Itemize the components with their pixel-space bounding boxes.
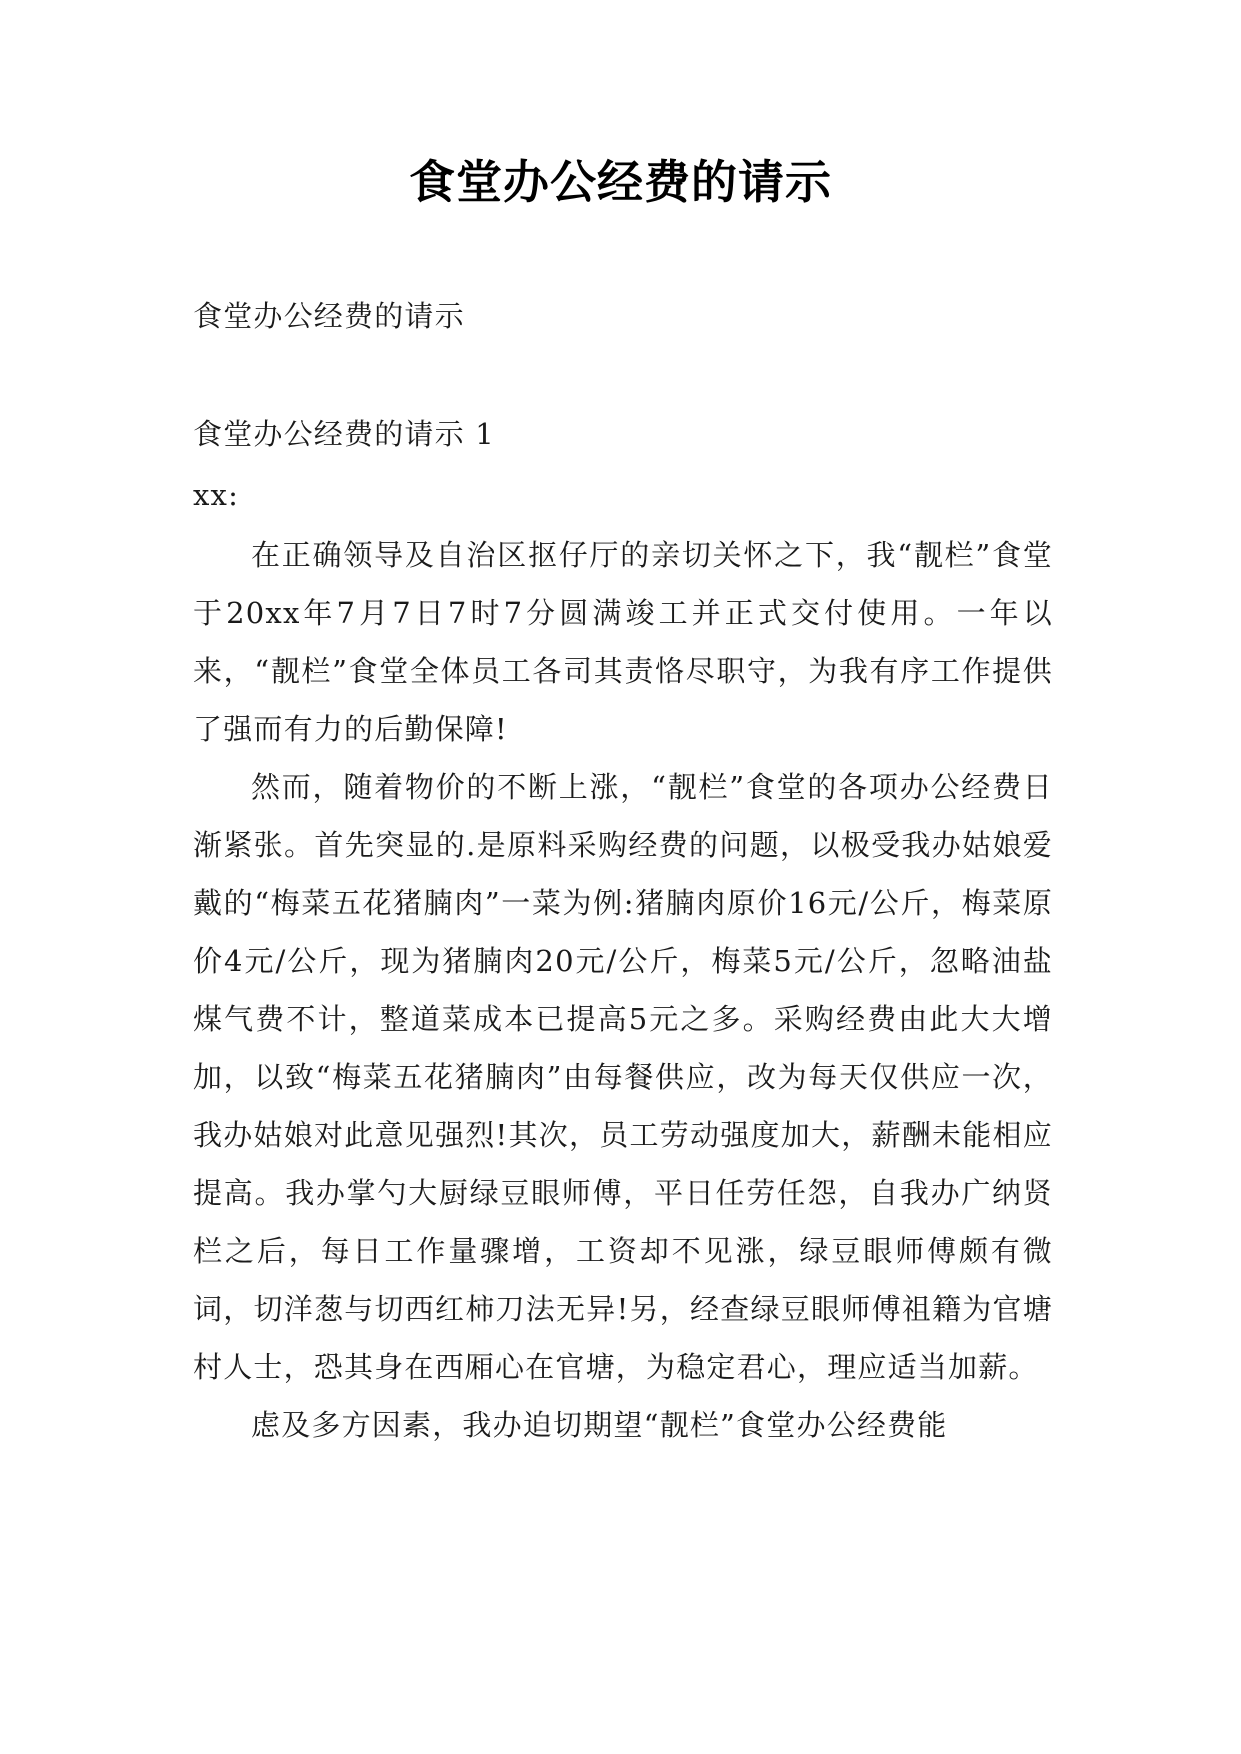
section-heading: 食堂办公经费的请示 1 xyxy=(193,417,495,451)
paragraph-3: 虑及多方因素，我办迫切期望“靓栏”食堂办公经费能 xyxy=(251,1408,948,1442)
document-body xyxy=(193,526,1053,1454)
document-subtitle: 食堂办公经费的请示 xyxy=(193,299,465,333)
paragraph-2: 然而，随着物价的不断上涨，“靓栏”食堂的各项办公经费日渐紧张。首先突显的.是原料采购经费的问题，以极受我办姑娘爱戴的“梅菜五花猪腩肉”一菜为例:猪腩肉原价16元/公斤，梅菜原价4元/公斤，现为猪腩肉20元/公斤，梅菜5元/公斤，忽略油盐煤气费不计，整道菜成本已提高5元之多。采购经费由此大大增加，以致“梅菜五花猪腩肉”由每餐供应，改为每天仅供应一次，我办姑娘对此意见强烈!其次，员工劳动强度加大，薪酬未能相应提高。我办掌勺大厨绿豆眼师傅，平日任劳任怨，自我办广纳贤栏之后，每日工作量骤增，工资却不见涨，绿豆眼师傅颇有微词，切洋葱与切西红柿刀法无异!另，经查绿豆眼师傅祖籍为官塘村人士，恐其身在西厢心在官塘，为稳定君心，理应适当加薪。 xyxy=(193,770,1053,1384)
document-title: 食堂办公经费的请示 xyxy=(409,155,832,209)
paragraph-1: 在正确领导及自治区抠仔厅的亲切关怀之下，我“靓栏”食堂于20xx年7月7日7时7分圆满竣工并正式交付使用。一年以来，“靓栏”食堂全体员工各司其责恪尽职守，为我有序工作提供了强而有力的后勤保障! xyxy=(193,538,1053,746)
salutation: xx: xyxy=(193,478,240,512)
